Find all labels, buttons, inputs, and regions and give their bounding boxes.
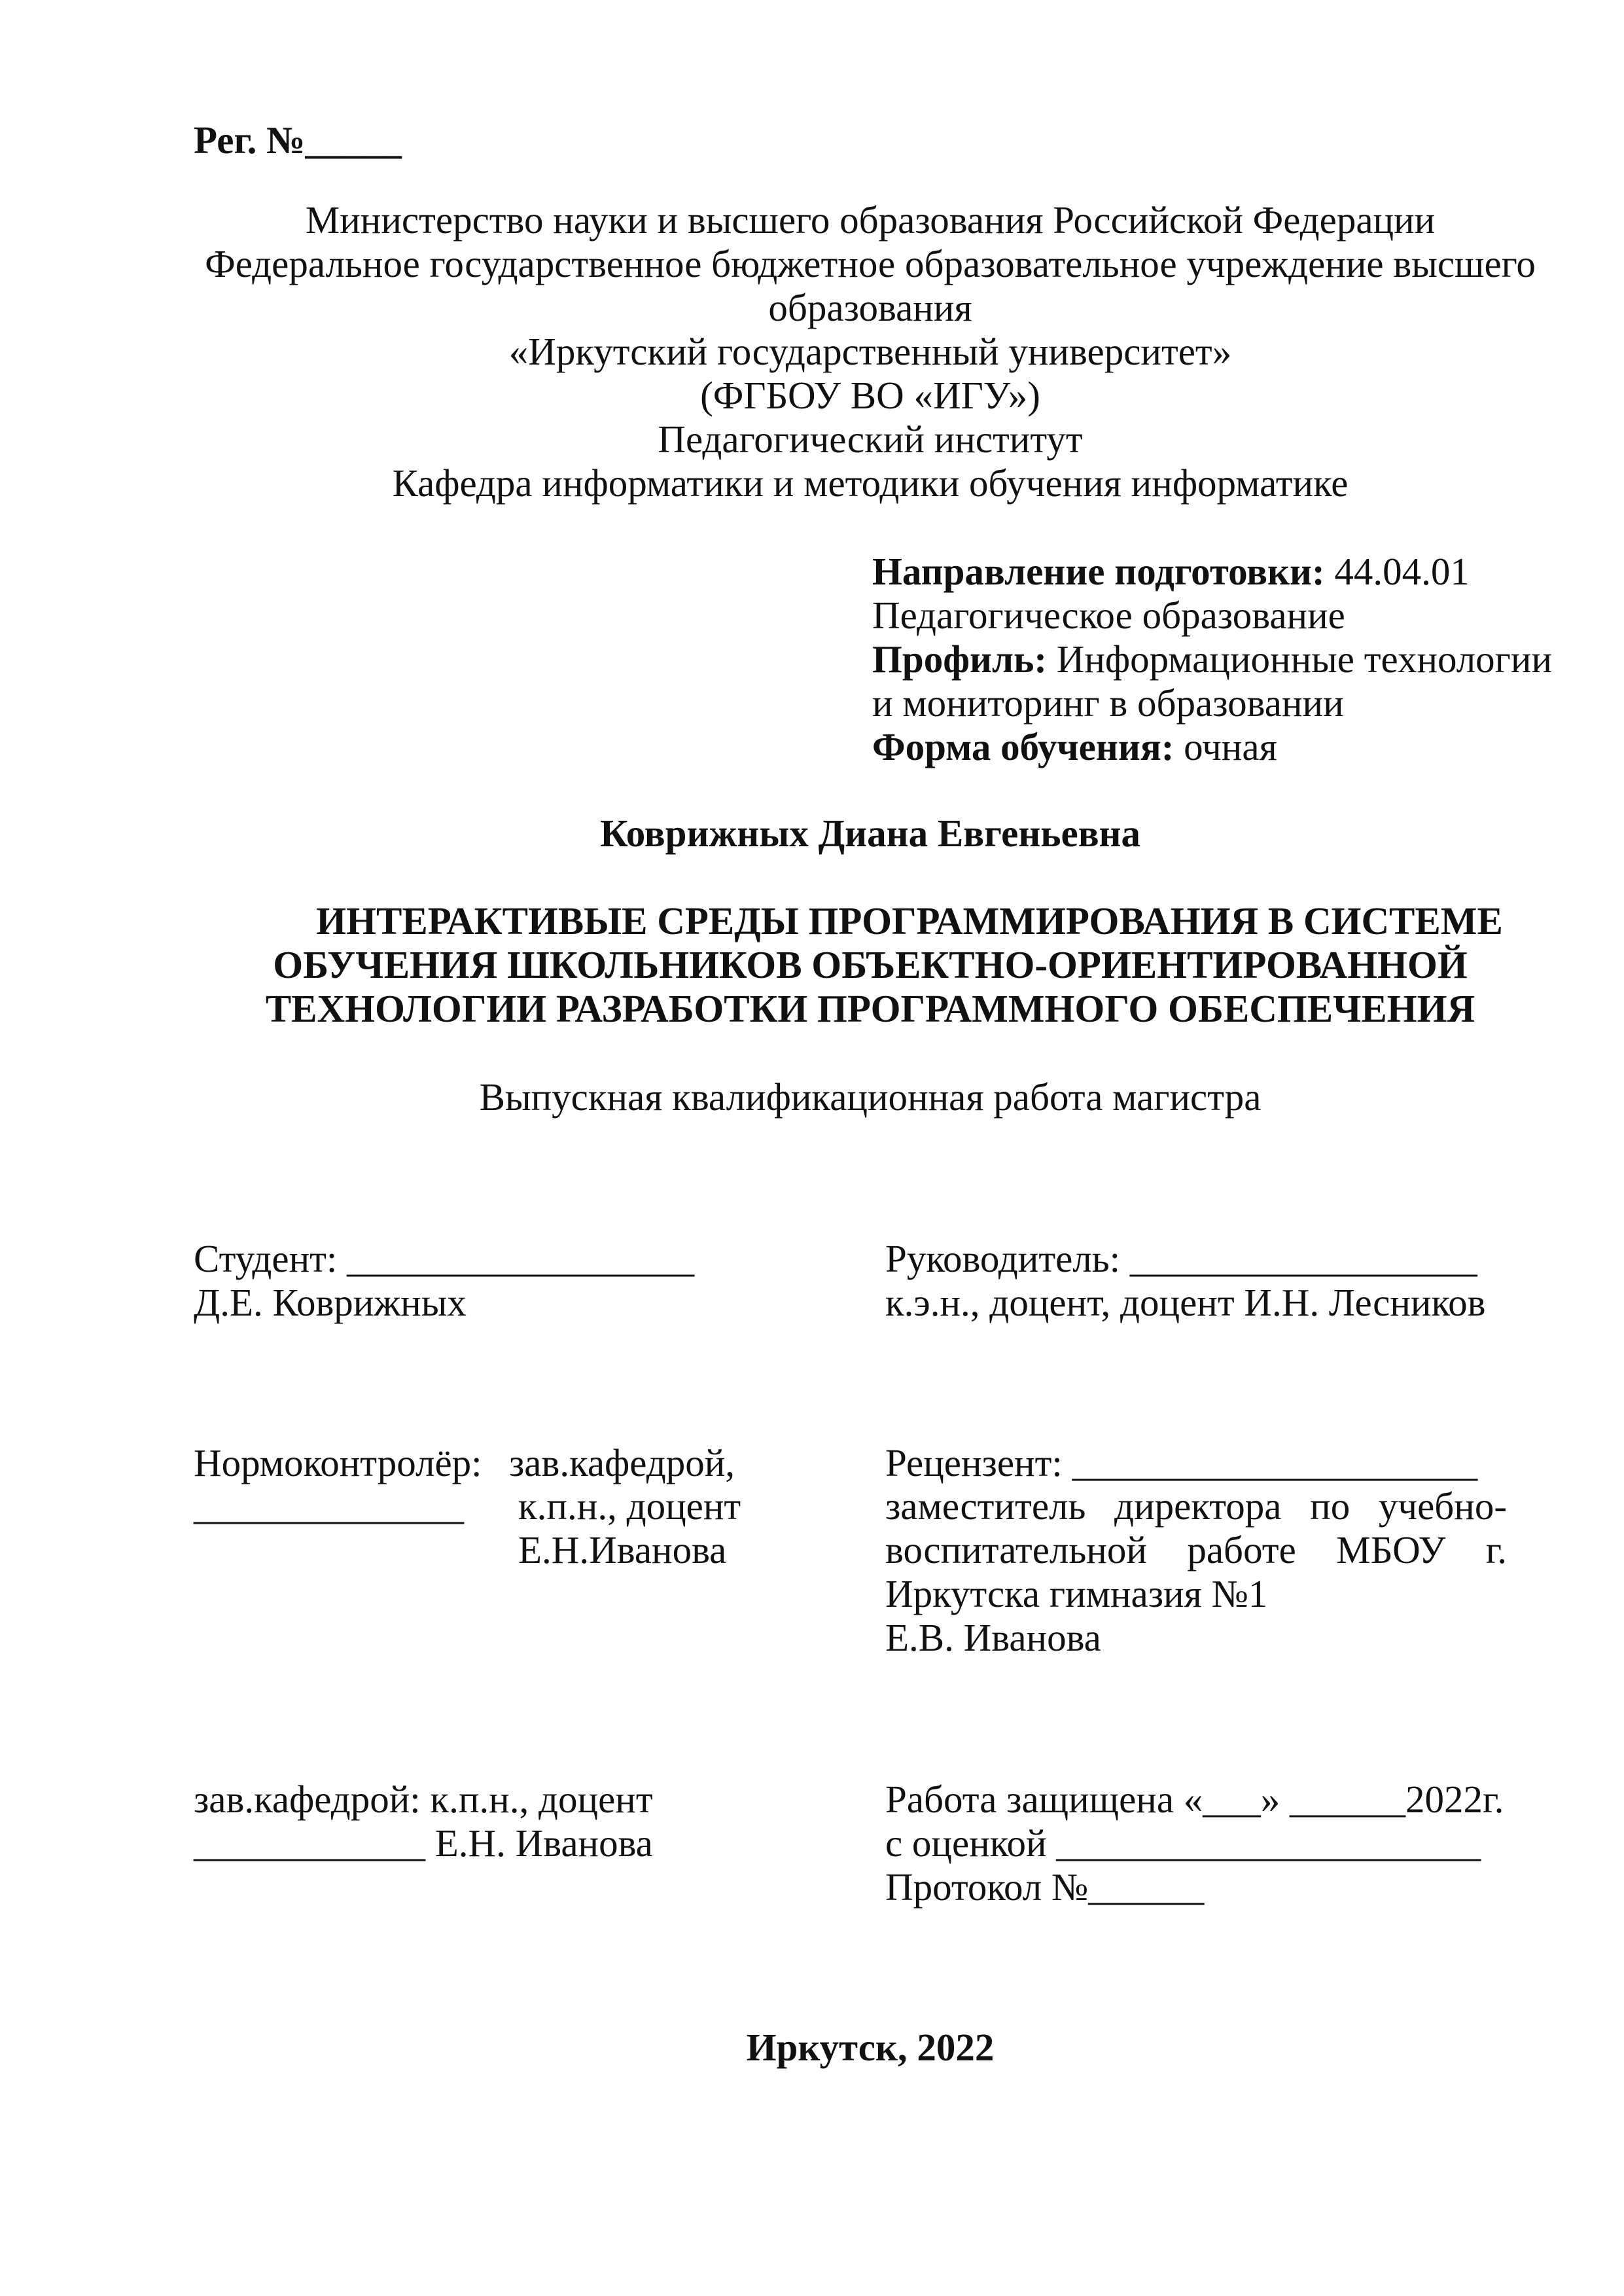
student-blank: __________________ [347, 1237, 695, 1280]
supervisor-label: Руководитель: [885, 1237, 1130, 1280]
reg-label: Рег. № [194, 118, 306, 162]
program-form [872, 725, 1277, 769]
head-line1: зав.кафедрой: к.п.н., доцент [194, 1778, 653, 1821]
header-institution-line2: образования [768, 286, 972, 329]
grade-blank: ______________________ [1056, 1821, 1481, 1865]
program-profile [872, 637, 1552, 681]
form-label: Форма обучения: [872, 725, 1174, 768]
normcontrol-label: Нормоконтролёр: [194, 1441, 482, 1484]
supervisor-signature [885, 1237, 1477, 1281]
direction-code: 44.04.01 [1324, 550, 1470, 593]
form-value: очная [1174, 725, 1277, 768]
supervisor-blank: __________________ [1129, 1237, 1477, 1280]
protocol-label: Протокол № [885, 1865, 1089, 1909]
direction-label: Направление подготовки: [872, 550, 1325, 593]
thesis-title-line1: ИНТЕРАКТИВЫЕ СРЕДЫ ПРОГРАММИРОВАНИЯ В СИСТЕМЕ [316, 899, 1503, 942]
student-name: Д.Е. Коврижных [194, 1281, 467, 1324]
head-name: Е.Н. Иванова [425, 1821, 653, 1865]
defense-protocol [885, 1865, 1204, 1909]
reviewer-label: Рецензент: [885, 1441, 1072, 1484]
normcontrol-blank: ______________ [194, 1484, 464, 1528]
normcontrol-name: Е.Н.Иванова [518, 1528, 727, 1571]
reviewer-desc-line2: воспитательной работе МБОУ г. [885, 1528, 1507, 1571]
head-blank: ____________ [194, 1821, 425, 1865]
header-department: Кафедра информатики и методики обучения информатике [392, 461, 1349, 505]
defense-grade [885, 1821, 1481, 1865]
reviewer-name: Е.В. Иванова [885, 1616, 1101, 1659]
defense-line1: Работа защищена «___» ______2022г. [885, 1778, 1504, 1821]
profile-label: Профиль: [872, 637, 1047, 681]
program-profile-line2: и мониторинг в образовании [872, 681, 1344, 725]
protocol-blank: ______ [1088, 1865, 1205, 1909]
reviewer-blank: _____________________ [1072, 1441, 1478, 1484]
header-institution-line1: Федеральное государственное бюджетное образовательное учреждение высшего [205, 242, 1536, 285]
author-name: Коврижных Диана Евгеньевна [599, 812, 1141, 855]
header-ministry: Министерство науки и высшего образования Российской Федерации [305, 198, 1436, 242]
thesis-title-line2: ОБУЧЕНИЯ ШКОЛЬНИКОВ ОБЪЕКТНО-ОРИЕНТИРОВАННОЙ [273, 943, 1468, 986]
grade-label: с оценкой [885, 1821, 1057, 1865]
student-label: Студент: [194, 1237, 347, 1280]
footer-city-year: Иркутск, 2022 [746, 2026, 995, 2069]
reviewer-desc-line1: заместитель директора по учебно- [885, 1484, 1507, 1528]
student-signature [194, 1237, 694, 1281]
reviewer-desc-line3: Иркутска гимназия №1 [885, 1572, 1268, 1615]
profile-value: Информационные технологии [1046, 637, 1553, 681]
reg-number [194, 118, 402, 162]
thesis-title-line3: ТЕХНОЛОГИИ РАЗРАБОТКИ ПРОГРАММНОГО ОБЕСПЕЧЕНИЯ [265, 987, 1475, 1030]
reviewer-signature [885, 1441, 1477, 1485]
supervisor-desc: к.э.н., доцент, доцент И.Н. Лесников [885, 1281, 1486, 1324]
header-university: «Иркутский государственный университет» [508, 330, 1232, 373]
normcontrol-degree: к.п.н., доцент [518, 1484, 741, 1528]
header-abbr: (ФГБОУ ВО «ИГУ») [700, 374, 1040, 417]
header-institute: Педагогический институт [658, 418, 1083, 461]
head-signature [194, 1821, 653, 1865]
normcontrol-role: зав.кафедрой, [509, 1441, 735, 1484]
work-type: Выпускная квалификационная работа магистра [479, 1075, 1262, 1119]
program-direction [872, 550, 1470, 594]
reg-blank: _____ [305, 118, 402, 162]
program-direction-name: Педагогическое образование [872, 594, 1345, 637]
